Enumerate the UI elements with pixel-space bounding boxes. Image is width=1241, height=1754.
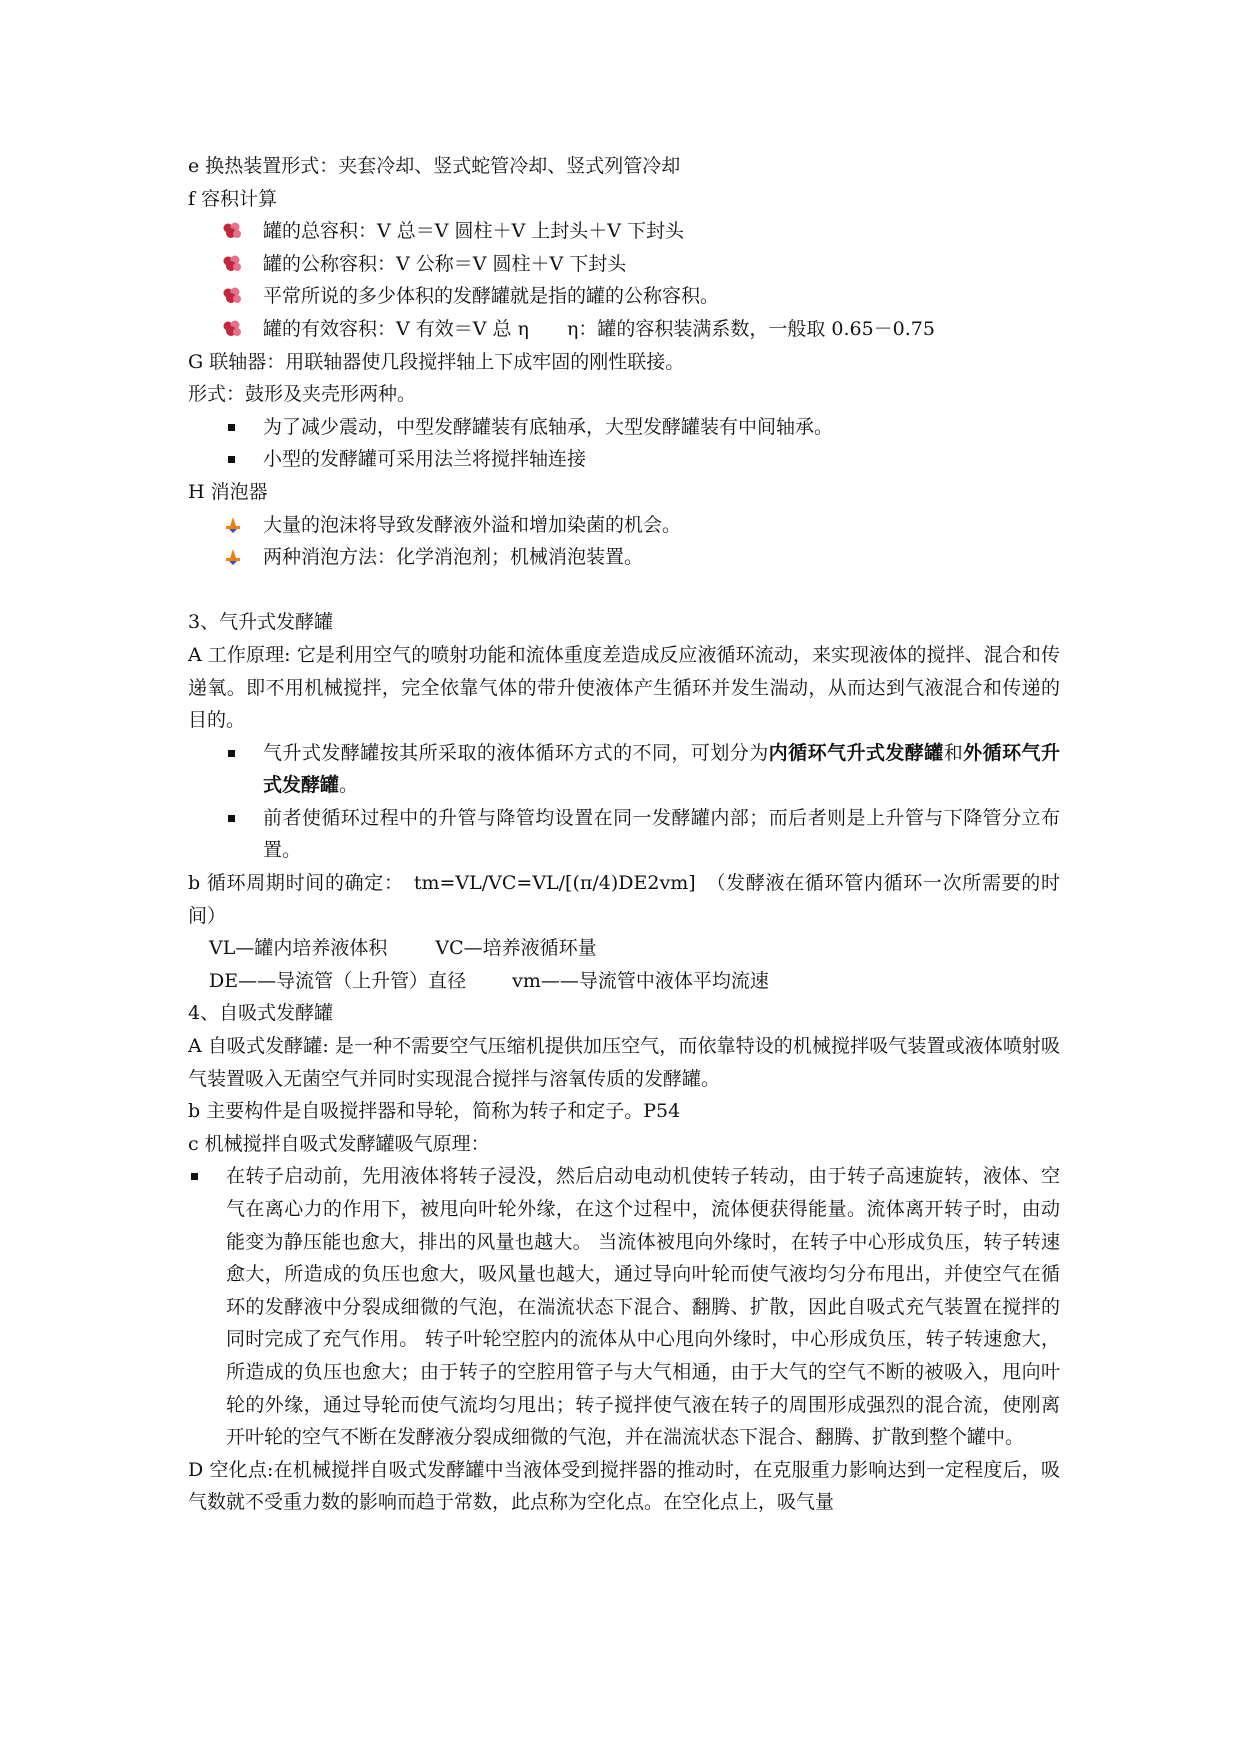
list-item-text: 小型的发酵罐可采用法兰将搅拌轴连接 [263,448,587,471]
volume-list [188,215,1060,345]
section-4-principle-heading: c 机械搅拌自吸式发酵罐吸气原理： [188,1132,490,1155]
blank-line [188,574,1060,607]
variable-definitions-row-2 [188,965,1060,998]
list-item [188,248,1060,281]
variable-vc: VC—培养液循环量 [435,937,597,960]
flower-bullet-icon [222,222,242,240]
coupling-list [188,411,1060,476]
plume-bullet-icon [224,548,242,566]
list-item [188,541,1060,574]
list-item [188,215,1060,248]
section-4-title: 4、自吸式发酵罐 [188,1002,334,1025]
square-bullet-icon [191,1173,198,1180]
square-bullet-icon [228,815,235,822]
variable-vl: VL—罐内培养液体积 [209,937,388,960]
list-item [188,280,1060,313]
section-4-components: b 主要构件是自吸搅拌器和导轮，简称为转子和定子。P54 [188,1100,681,1123]
section-4-definition: A 自吸式发酵罐: 是一种不需要空气压缩机提供加压空气，而依靠特设的机械搅拌吸气装置或液体喷射吸气装置吸入无菌空气并同时实现混合搅拌与溶氧传质的发酵罐。 [188,1035,1060,1090]
self-priming-list [188,1160,1060,1453]
bold-term-internal-loop: 内循环气升式发酵罐 [768,741,944,764]
list-item-text: 为了减少震动，中型发酵罐装有底轴承，大型发酵罐装有中间轴承。 [263,415,834,438]
list-item [188,313,1060,346]
section-4-cavitation-point: D 空化点:在机械搅拌自吸式发酵罐中当液体受到搅拌器的推动时，在克服重力影响达到一定程度后，吸气数就不受重力数的影响而趋于常数，此点称为空化点。在空化点上，吸气量 [188,1458,1060,1514]
section-3-principle: A 工作原理: 它是利用空气的喷射功能和流体重度差造成反应液循环流动，来实现液体的搅拌、混合和传递氧。即不用机械搅拌，完全依靠气体的带升使液体产生循环并发生湍动，从而达到气液混合和传递的目的。 [188,643,1060,732]
line-h-defoamer: H 消泡器 [188,480,268,503]
line-g-coupling: G 联轴器：用联轴器使几段搅拌轴上下成牢固的刚性联接。 [188,350,685,373]
list-item-text: 大量的泡沫将导致发酵液外溢和增加染菌的机会。 [263,513,682,536]
list-item [188,802,1060,867]
list-item-text: 气升式发酵罐按其所采取的液体循环方式的不同，可划分为 [263,741,769,764]
defoamer-list [188,509,1060,574]
plume-bullet-icon [224,516,242,534]
section-3-cycle-time: b 循环周期时间的确定： tm=VL/VC=VL/[(π/4)DE2vm] （发酵液在循环管内循环一次所需要的时间） [188,872,1060,927]
square-bullet-icon [228,424,235,431]
list-item [188,443,1060,476]
list-item [188,411,1060,444]
list-item-text: 在转子启动前，先用液体将转子浸没，然后启动电动机使转子转动，由于转子高速旋转，液体、空气在离心力的作用下，被甩向叶轮外缘，在这个过程中，流体便获得能量。流体离开转子时，由动能变为静压能也愈大，排出的风量也越大。 当流体被甩向外缘时，在转子中心形成负压，转子转速愈大，所造成的负压也愈大，吸风量也越大，通过导向叶轮而使气液均匀分布甩出，并使空气在循环的发酵液中分裂成细微的气泡，在湍流状态下混合、翻腾、扩散，因此自吸式充气装置在搅拌的同时完成了充气作用。 转子叶轮空腔内的流体从中心甩向外缘时，中心形成负压，转子转速愈大，所造成的负压也愈大；由于转子的空腔用管子与大气相通，由于大气的空气不断的被吸入，甩向叶轮的外缘，通过导轮而使气流均匀甩出；转子搅拌使气液在转子的周围形成强烈的混合流，使刚离开叶轮的空气不断在发酵液分裂成细微的气泡，并在湍流状态下混合、翻腾、扩散到整个罐中。 [226,1165,1060,1449]
variable-de: DE——导流管（上升管）直径 [209,969,467,992]
list-item-text: 。 [339,774,359,797]
airlift-list [188,737,1060,867]
list-item-text: 罐的公称容积：V 公称＝V 圆柱＋V 下封头 [263,252,627,275]
list-item-text: 罐的有效容积：V 有效＝V 总 η η：罐的容积装满系数，一般取 0.65－0.75 [263,317,935,340]
list-item-text: 平常所说的多少体积的发酵罐就是指的罐的公称容积。 [263,285,720,308]
document-page [188,150,1060,1519]
bold-term-external-loop: 外循环气升式发酵罐 [263,741,1060,797]
list-item [188,509,1060,542]
flower-bullet-icon [222,320,242,338]
section-3-title: 3、气升式发酵罐 [188,611,334,634]
list-item-text: 两种消泡方法：化学消泡剂；机械消泡装置。 [263,546,644,569]
line-f-volume-calc: f 容积计算 [188,187,278,210]
variable-vm: vm——导流管中液体平均流速 [512,969,769,992]
list-item-text: 罐的总容积：V 总＝V 圆柱＋V 上封头＋V 下封头 [263,220,685,243]
list-item [188,737,1060,802]
square-bullet-icon [228,750,235,757]
line-e-heat-exchange: e 换热装置形式：夹套冷却、竖式蛇管冷却、竖式列管冷却 [188,155,681,177]
flower-bullet-icon [222,255,242,273]
list-item [188,1160,1060,1453]
list-item-text: 前者使循环过程中的升管与降管均设置在同一发酵罐内部；而后者则是上升管与下降管分立布置。 [263,806,1060,862]
line-g-form: 形式：鼓形及夹壳形两种。 [188,383,417,406]
list-item-text: 和 [943,741,964,764]
flower-bullet-icon [222,287,242,305]
variable-definitions-row-1 [188,932,1060,965]
square-bullet-icon [228,456,235,463]
